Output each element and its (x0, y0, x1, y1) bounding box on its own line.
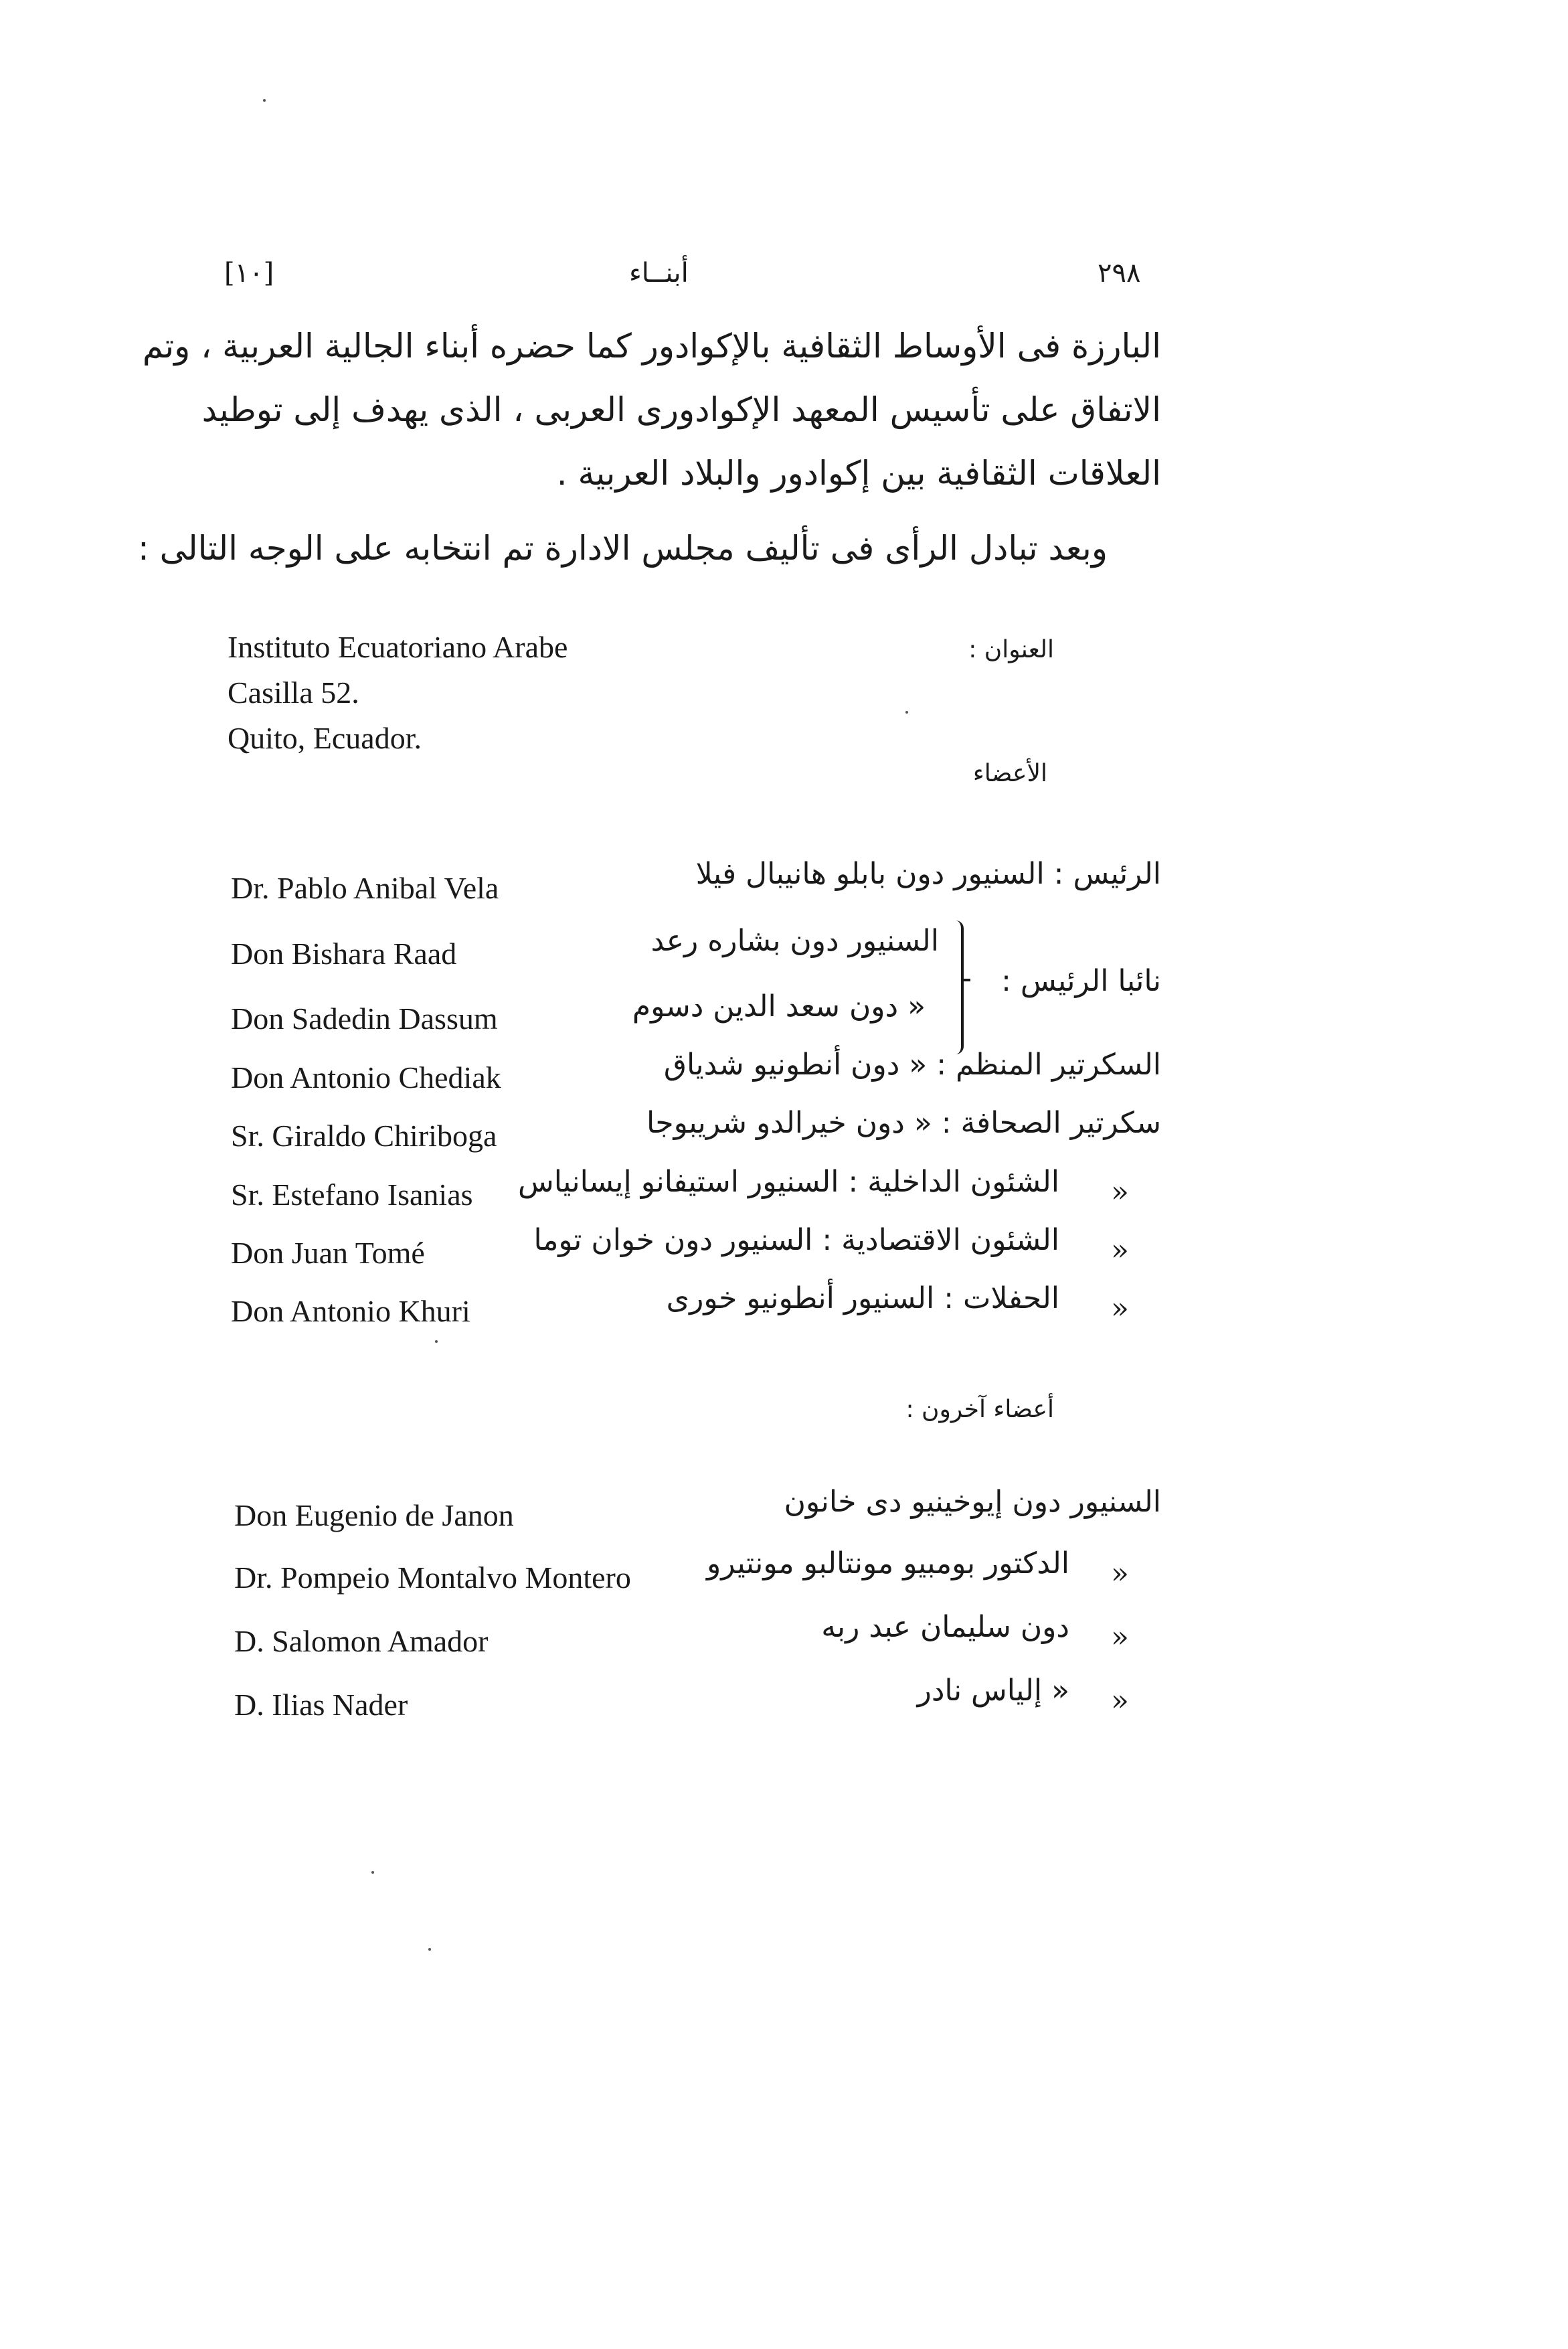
scan-speck (435, 1340, 438, 1343)
paragraph-line-1: البارزة فى الأوساط الثقافية بالإكوادور كما حضره أبناء الجالية العربية ، وتم (142, 327, 1161, 366)
election-line: وبعد تبادل الرأى فى تأليف مجلس الادارة تم انتخابه على الوجه التالى : (137, 529, 1108, 568)
members-heading: الأعضاء (972, 760, 1047, 787)
running-title: أبنــاء (629, 258, 689, 289)
address-label: العنوان : (968, 636, 1054, 663)
ditto-mark: » (1111, 1620, 1129, 1654)
address-line-2: Casilla 52. (228, 675, 359, 710)
internal-affairs-latin: Sr. Estefano Isanias (231, 1178, 473, 1212)
press-secretary-arabic: سكرتير الصحافة : « دون خيرالدو شريبوجا (646, 1106, 1161, 1140)
ditto-mark: » (1111, 1684, 1129, 1718)
celebrations-latin: Don Antonio Khuri (231, 1294, 470, 1328)
vice-president-2-latin: Don Sadedin Dassum (231, 1001, 498, 1036)
press-secretary-latin: Sr. Giraldo Chiriboga (231, 1119, 497, 1153)
vice-president-1-latin: Don Bishara Raad (231, 937, 457, 971)
other-member-4-latin: D. Ilias Nader (234, 1688, 408, 1722)
paragraph-line-3: العلاقات الثقافية بين إكوادور والبلاد العربية . (556, 454, 1161, 493)
paragraph-line-2: الاتفاق على تأسيس المعهد الإكوادورى العربى ، الذى يهدف إلى توطيد (201, 390, 1161, 429)
president-arabic: الرئيس : السنيور دون بابلو هانيبال فيلا (695, 857, 1161, 891)
celebrations-arabic: الحفلات : السنيور أنطونيو خورى (666, 1281, 1059, 1315)
economic-affairs-latin: Don Juan Tomé (231, 1236, 425, 1270)
other-member-3-arabic: دون سليمان عبد ربه (821, 1610, 1069, 1644)
other-member-2-latin: Dr. Pompeio Montalvo Montero (234, 1560, 631, 1595)
other-member-3-latin: D. Salomon Amador (234, 1624, 489, 1658)
other-members-heading: أعضاء آخرون : (905, 1396, 1054, 1423)
address-line-1: Instituto Ecuatoriano Arabe (228, 630, 568, 664)
scan-speck (905, 711, 908, 714)
page-number: ٢٩٨ (1098, 258, 1141, 289)
vice-president-1-arabic: السنيور دون بشاره رعد (650, 924, 939, 958)
address-line-3: Quito, Ecuador. (228, 721, 422, 755)
vice-president-brace-tip (961, 979, 970, 981)
ditto-mark: » (1111, 1291, 1129, 1325)
secretary-arabic: السكرتير المنظم : « دون أنطونيو شدياق (663, 1048, 1161, 1082)
vice-president-2-arabic: « دون سعد الدين دسوم (632, 989, 926, 1024)
president-latin: Dr. Pablo Anibal Vela (231, 871, 499, 905)
economic-affairs-arabic: الشئون الاقتصادية : السنيور دون خوان توما (533, 1223, 1059, 1257)
vice-president-brace (952, 920, 964, 1054)
other-member-2-arabic: الدكتور بومبيو مونتالبو مونتيرو (707, 1546, 1069, 1581)
internal-affairs-arabic: الشئون الداخلية : السنيور استيفانو إيسانياس (517, 1165, 1059, 1199)
scan-speck (371, 1871, 374, 1874)
other-member-1-arabic: السنيور دون إيوخينيو دى خانون (784, 1485, 1161, 1519)
ditto-mark: » (1111, 1556, 1129, 1591)
other-member-1-latin: Don Eugenio de Janon (234, 1498, 514, 1532)
ditto-mark: » (1111, 1233, 1129, 1267)
vice-presidents-label: نائبا الرئيس : (1001, 964, 1161, 998)
scan-speck (428, 1948, 431, 1951)
ditto-mark: » (1111, 1175, 1129, 1209)
issue-number: [١٠] (224, 258, 274, 289)
scan-speck (263, 99, 266, 102)
secretary-latin: Don Antonio Chediak (231, 1060, 501, 1095)
other-member-4-arabic: « إلياس نادر (917, 1674, 1069, 1708)
